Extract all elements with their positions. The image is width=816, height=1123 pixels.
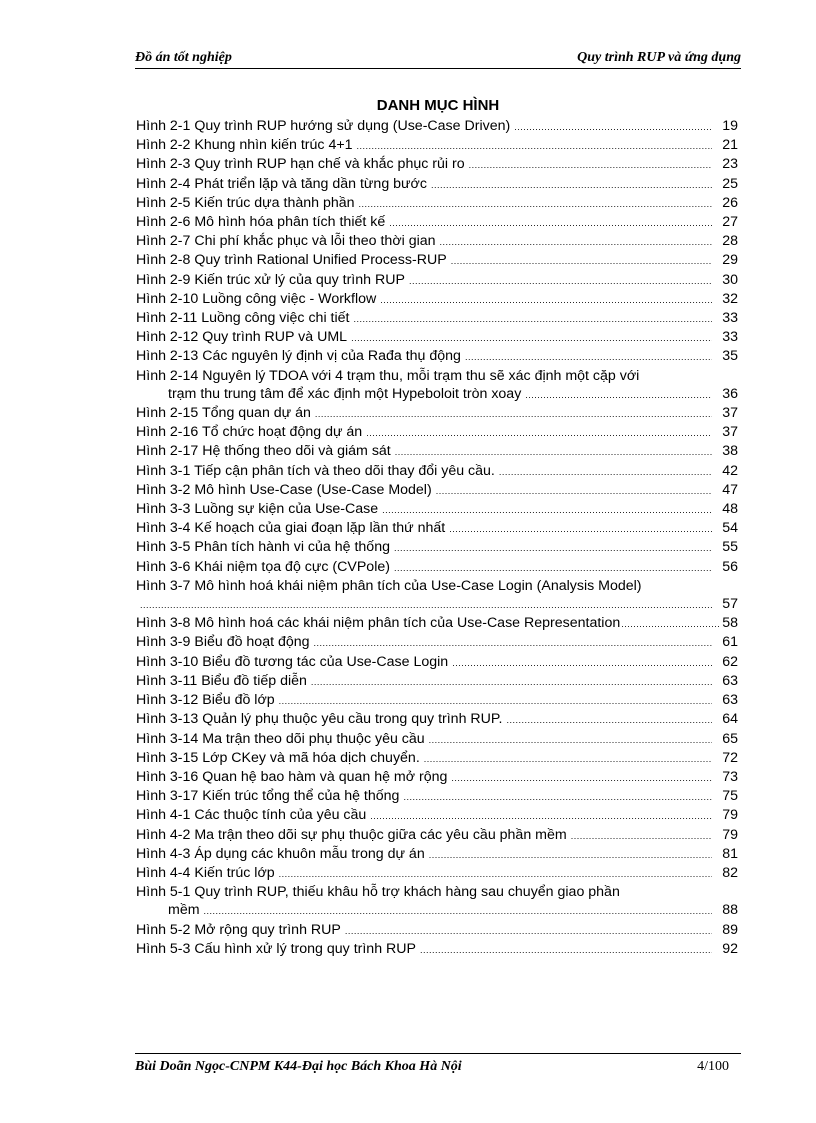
figure-entry[interactable] [136,136,738,155]
figure-entry[interactable] [136,251,738,270]
figure-entry-line [136,347,738,366]
figure-entry-line [136,710,738,729]
page-footer [135,1053,741,1074]
figure-entry-line [136,328,738,347]
figure-entry[interactable] [136,117,738,136]
figure-entry-page: 89 [722,921,738,938]
dot-leader [311,673,712,691]
figure-list [136,117,738,959]
dot-leader [140,596,712,614]
figure-entry-line [136,194,738,213]
figure-entry-label: Hình 4-3 Áp dụng các khuôn mẫu trong dự án [136,845,425,862]
figure-entry-page: 63 [722,672,738,689]
figure-entry-continuation [136,385,738,404]
figure-entry[interactable] [136,442,738,461]
dot-leader [314,634,712,652]
dot-leader [366,424,712,442]
figure-entry-label: Hình 5-3 Cấu hình xử lý trong quy trình RUP [136,940,416,957]
figure-entry[interactable] [136,749,738,768]
figure-entry-continuation [136,901,738,920]
figure-entry-continuation-text: trạm thu trung tâm để xác định một Hypeboloit tròn xoay [168,385,522,402]
figure-entry-page: 32 [722,290,738,307]
figure-entry-label: Hình 5-2 Mở rộng quy trình RUP [136,921,341,938]
figure-entry-page: 37 [722,405,738,422]
dot-leader [395,443,712,461]
figure-entry-line [136,864,738,883]
figure-entry-line [136,136,738,155]
figure-entry-line [136,614,738,633]
figure-entry[interactable] [136,730,738,749]
figure-entry-line [136,806,738,825]
figure-entry-label: Hình 3-17 Kiến trúc tổng thể của hệ thống [136,788,400,805]
figure-entry-page: 82 [722,864,738,881]
dot-leader [451,252,712,270]
header-right-text: Quy trình RUP và ứng dụng [577,50,741,65]
figure-entry[interactable] [136,577,738,614]
figure-entry-page: 88 [722,902,738,919]
figure-entry-page: 61 [722,634,738,651]
figure-entry-page: 23 [722,156,738,173]
figure-entry-page: 73 [722,768,738,785]
figure-entry[interactable] [136,806,738,825]
figure-entry[interactable] [136,653,738,672]
dot-leader [571,827,712,845]
footer-author: Bùi Doãn Ngọc-CNPM K44-Đại học Bách Khoa Hà Nội [135,1059,462,1074]
figure-entry-page: 33 [722,329,738,346]
figure-entry-label: Hình 2-12 Quy trình RUP và UML [136,329,348,346]
figure-entry[interactable] [136,271,738,290]
figure-entry-line [136,442,738,461]
figure-entry[interactable] [136,558,738,577]
dot-leader [449,520,712,538]
figure-entry-page: 38 [722,443,738,460]
figure-entry-label: Hình 2-10 Luồng công việc - Workflow [136,290,377,307]
dot-leader [506,711,712,729]
figure-entry-label: Hình 3-6 Khái niệm tọa độ cực (CVPole) [136,558,390,575]
figure-entry-label: Hình 2-6 Mô hình hóa phân tích thiết kế [136,214,386,231]
figure-entry-label: Hình 3-7 Mô hình hoá khái niệm phân tích của Use-Case Login (Analysis Model) [136,577,642,594]
figure-entry[interactable] [136,213,738,232]
figure-entry-line [136,290,738,309]
figure-entry-label: Hình 4-1 Các thuộc tính của yêu cầu [136,807,367,824]
figure-entry-page: 72 [722,749,738,766]
figure-entry-continuation-text: mềm [168,902,200,919]
figure-entry-line [136,558,738,577]
dot-leader [424,750,712,768]
figure-entry-line [136,117,738,136]
figure-entry-continuation [136,595,738,614]
figure-entry-label: Hình 3-11 Biểu đồ tiếp diễn [136,672,307,689]
figure-entry-page: 19 [722,118,738,134]
figure-entry-label: Hình 2-5 Kiến trúc dựa thành phần [136,194,355,211]
header-left-text: Đồ án tốt nghiệp [135,50,232,65]
figure-entry-page: 42 [722,462,738,479]
figure-entry-label: Hình 2-13 Các nguyên lý định vị của Rađa thụ động [136,348,461,365]
figure-entry-label: Hình 2-9 Kiến trúc xử lý của quy trình RUP [136,271,405,288]
figure-entry[interactable] [136,710,738,729]
figure-entry-line [136,921,738,940]
figure-entry-line [136,787,738,806]
figure-entry[interactable] [136,691,738,710]
dot-leader [279,692,712,710]
figure-entry-page: 30 [722,271,738,288]
dot-leader [357,137,712,155]
page-header [135,50,741,69]
figure-entry-line [136,653,738,672]
figure-entry-page: 33 [722,310,738,327]
figure-entry-label: Hình 3-1 Tiếp cận phân tích và theo dõi thay đổi yêu cầu. [136,462,495,479]
figure-entry-label: Hình 4-4 Kiến trúc lớp [136,864,275,881]
figure-entry-page: 79 [722,807,738,824]
figure-entry[interactable] [136,309,738,328]
figure-entry-label: Hình 2-2 Khung nhìn kiến trúc 4+1 [136,137,353,154]
figure-entry-page: 26 [722,194,738,211]
figure-entry-page: 29 [722,252,738,269]
dot-leader [359,195,712,213]
figure-entry-label: Hình 2-15 Tổng quan dự án [136,405,311,422]
figure-entry-line [136,155,738,174]
figure-entry-line [136,826,738,845]
figure-entry-page: 48 [722,501,738,518]
figure-entry-page: 28 [722,233,738,250]
figure-entry-line [136,462,738,481]
figure-entry-page: 36 [722,385,738,402]
figure-entry-page: 92 [722,940,738,957]
figure-entry-line [136,519,738,538]
figure-entry-label: Hình 2-7 Chi phí khắc phục và lỗi theo thời gian [136,233,436,250]
dot-leader [204,902,712,920]
dot-leader [394,539,712,557]
figure-entry[interactable] [136,481,738,500]
figure-entry-line [136,691,738,710]
figure-entry-page: 37 [722,424,738,441]
dot-leader [499,463,712,481]
dot-leader [351,329,712,347]
dot-leader [469,156,712,174]
figure-entry-line [136,481,738,500]
dot-leader [279,865,712,883]
figure-entry[interactable] [136,404,738,423]
figure-entry[interactable] [136,155,738,174]
figure-entry-label: Hình 3-2 Mô hình Use-Case (Use-Case Model) [136,481,432,498]
dot-leader [465,348,712,366]
figure-entry-label: Hình 2-16 Tổ chức hoạt động dự án [136,424,363,441]
figure-entry[interactable] [136,672,738,691]
figure-entry[interactable] [136,519,738,538]
figure-entry-page: 58 [722,615,738,632]
dot-leader [431,176,712,194]
figure-entry-label: Hình 3-13 Quản lý phụ thuộc yêu cầu trong quy trình RUP. [136,711,503,728]
dot-leader [394,559,712,577]
figure-entry-page: 75 [722,788,738,805]
figure-entry-label: Hình 3-3 Luồng sự kiện của Use-Case [136,501,379,518]
dot-leader [389,214,712,232]
dot-leader [429,731,712,749]
dot-leader [409,272,712,290]
figure-entry[interactable] [136,423,738,442]
dot-leader [420,941,712,959]
dot-leader [370,807,712,825]
figure-entry-page: 64 [722,711,738,728]
figure-entry[interactable] [136,826,738,845]
figure-entry-page: 27 [722,214,738,231]
figure-entry-label: Hình 3-12 Biểu đồ lớp [136,692,275,709]
figure-entry-page: 56 [722,558,738,575]
figure-entry[interactable] [136,883,738,920]
figure-entry-line [136,251,738,270]
dot-leader [315,405,712,423]
figure-entry-label: Hình 3-8 Mô hình hoá các khái niệm phân tích của Use-Case Representation [136,615,621,632]
figure-entry-page: 79 [722,826,738,843]
dot-leader [452,654,712,672]
figure-entry[interactable] [136,290,738,309]
dot-leader [353,310,712,328]
figure-entry-label: Hình 2-4 Phát triển lặp và tăng dần từng bước [136,175,427,192]
figure-entry-page: 47 [722,481,738,498]
figure-entry-page: 35 [722,348,738,365]
figure-entry[interactable] [136,462,738,481]
figure-entry-label: Hình 3-16 Quan hệ bao hàm và quan hệ mở rộng [136,768,448,785]
figure-entry-label: Hình 3-15 Lớp CKey và mã hóa dịch chuyển. [136,749,420,766]
figure-entry-first-line [136,883,738,901]
figure-entry[interactable] [136,328,738,347]
figure-entry[interactable] [136,633,738,652]
figure-entry[interactable] [136,921,738,940]
figure-entry-page: 63 [722,692,738,709]
figure-entry[interactable] [136,232,738,251]
figure-entry-line [136,633,738,652]
figure-entry-label: Hình 2-17 Hệ thống theo dõi và giám sát [136,443,391,460]
dot-leader [429,846,712,864]
figure-entry[interactable] [136,614,738,633]
figure-entry-label: Hình 3-5 Phân tích hành vi của hệ thống [136,539,390,556]
figure-entry[interactable] [136,194,738,213]
footer-page-number: 4/100 [697,1059,729,1074]
figure-entry-line [136,500,738,519]
figure-entry[interactable] [136,768,738,787]
figure-entry-label: Hình 3-10 Biểu đồ tương tác của Use-Case Login [136,653,449,670]
figure-entry[interactable] [136,845,738,864]
figure-entry-page: 25 [722,175,738,192]
figure-entry[interactable] [136,787,738,806]
figure-entry-label: Hình 5-1 Quy trình RUP, thiếu khâu hỗ trợ khách hàng sau chuyển giao phần [136,884,620,901]
figure-entry-line [136,940,738,959]
figure-entry-page: 21 [722,137,738,154]
figure-entry-line [136,404,738,423]
figure-entry-label: Hình 2-11 Luồng công việc chi tiết [136,310,350,327]
dot-leader [403,788,712,806]
dot-leader [451,769,712,787]
figure-entry-line [136,232,738,251]
figure-entry-line [136,845,738,864]
figure-entry-line [136,768,738,787]
figure-entry-label: Hình 3-14 Ma trận theo dõi phụ thuộc yêu cầu [136,730,425,747]
figure-entry-line [136,213,738,232]
figure-entry-page: 55 [722,539,738,556]
dot-leader [345,922,712,940]
figure-entry-page: 54 [722,520,738,537]
dot-leader [382,501,712,519]
figure-entry-page: 81 [722,845,738,862]
dot-leader [525,386,712,404]
figure-entry[interactable] [136,940,738,959]
figure-entry-label: Hình 2-3 Quy trình RUP hạn chế và khắc phục rủi ro [136,156,465,173]
dot-leader [380,291,712,309]
figure-entry[interactable] [136,864,738,883]
figure-entry-page: 62 [722,653,738,670]
figure-entry-line [136,672,738,691]
figure-entry[interactable] [136,500,738,519]
figure-entry[interactable] [136,538,738,557]
figure-entry-line [136,749,738,768]
figure-entry[interactable] [136,347,738,366]
figure-entry-line [136,271,738,290]
figure-entry-label: Hình 2-8 Quy trình Rational Unified Process-RUP [136,252,447,269]
dot-leader [514,118,712,136]
figure-entry-page: 65 [722,730,738,747]
figure-entry-line [136,423,738,442]
figure-entry-line [136,175,738,194]
figure-entry-label: Hình 3-9 Biểu đồ hoạt động [136,634,310,651]
figure-entry[interactable] [136,367,738,404]
figure-entry-line [136,538,738,557]
page-title: DANH MỤC HÌNH [376,97,500,114]
figure-entry-line [136,309,738,328]
figure-entry-first-line [136,367,738,385]
figure-entry-label: Hình 3-4 Kế hoạch của giai đoạn lặp lần thứ nhất [136,520,446,537]
dot-leader [621,615,719,633]
figure-entry-label: Hình 2-1 Quy trình RUP hướng sử dụng (Use-Case Driven) [136,118,511,134]
figure-entry-page: 57 [722,596,738,613]
dot-leader [440,233,712,251]
figure-entry[interactable] [136,175,738,194]
figure-entry-label: Hình 2-14 Nguyên lý TDOA với 4 trạm thu, mỗi trạm thu sẽ xác định một cặp với [136,367,640,384]
figure-entry-line [136,730,738,749]
figure-entry-first-line [136,577,738,595]
dot-leader [436,482,712,500]
figure-entry-label: Hình 4-2 Ma trận theo dõi sự phụ thuộc giữa các yêu cầu phần mềm [136,826,567,843]
